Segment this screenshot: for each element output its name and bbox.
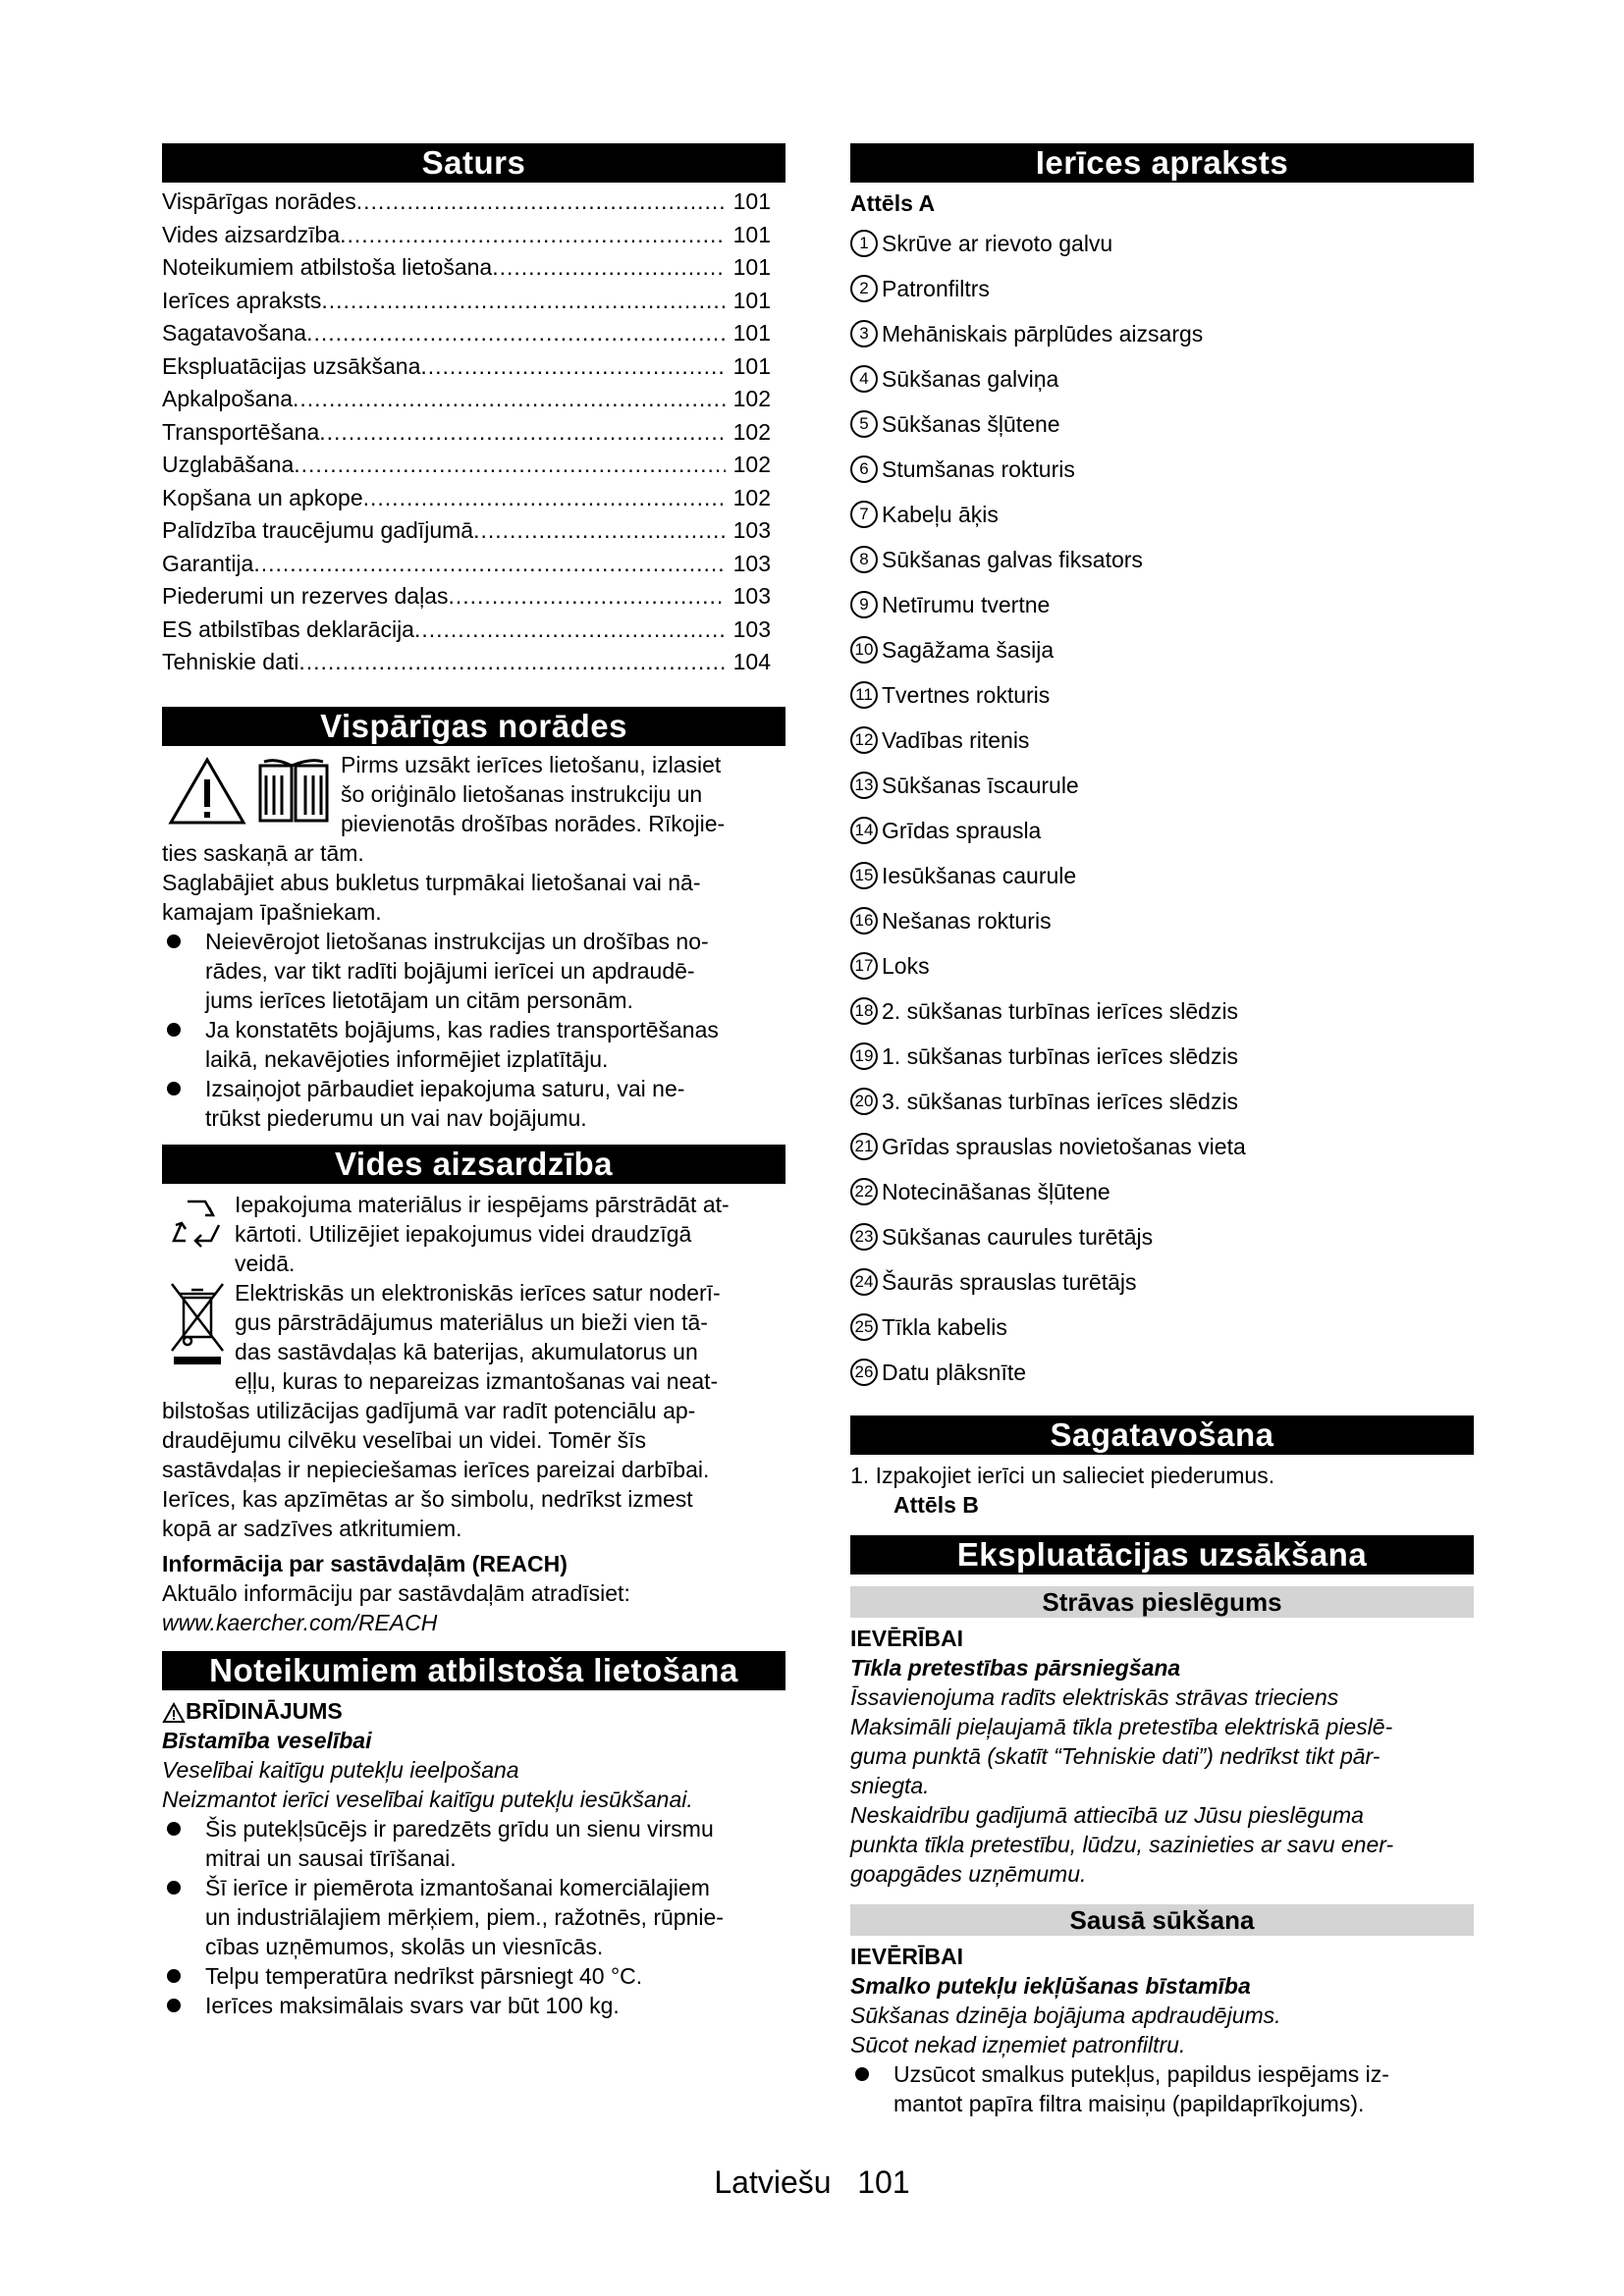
power-line: guma punktā (skatīt “Tehniskie dati”) nedrīkst tikt pār-	[850, 1743, 1380, 1769]
hazard-line: Neizmantot ierīci veselībai kaitīgu putekļu iesūkšanai.	[162, 1787, 693, 1812]
toc-entry-page: 101	[732, 320, 771, 346]
item-label: Iesūkšanas caurule	[882, 863, 1077, 888]
component-item	[850, 501, 1474, 532]
reach-url[interactable]: www.kaercher.com/REACH	[162, 1610, 438, 1635]
general-keep-line: kamajam īpašniekam.	[162, 899, 382, 925]
toc-leader-dots	[294, 450, 725, 479]
manual-book-icon	[254, 756, 333, 827]
bullet-icon	[167, 1082, 181, 1095]
item-number-badge: 25	[850, 1313, 878, 1341]
item-number-badge: 22	[850, 1178, 878, 1205]
toc-entry[interactable]	[162, 286, 771, 315]
item-label: 2. sūkšanas turbīnas ierīces slēdzis	[882, 998, 1239, 1024]
component-item	[850, 230, 1474, 261]
item-label: Vadības ritenis	[882, 727, 1030, 753]
item-label: Notecināšanas šļūtene	[882, 1179, 1110, 1204]
component-item	[850, 591, 1474, 622]
toc-entry-page: 102	[732, 418, 771, 445]
weee-line: gus pārstrādājumus materiālus un bieži vien tā-	[235, 1309, 708, 1335]
weee-line: Ierīces, kas apzīmētas ar šo simbolu, nedrīkst izmest	[162, 1486, 693, 1512]
packaging-line: Iepakojuma materiālus ir iespējams pārstrādāt at-	[235, 1192, 730, 1217]
toc-leader-dots	[306, 318, 726, 347]
item-label: Patronfiltrs	[882, 276, 990, 301]
toc-leader-dots	[298, 647, 725, 676]
dry-line: Sūcot nekad izņemiet patronfiltru.	[850, 2032, 1186, 2057]
use-bullet-line: Šī ierīce ir piemērota izmantošanai komerciālajiem	[205, 1875, 710, 1900]
item-number-badge: 21	[850, 1133, 878, 1160]
item-label: Kabeļu āķis	[882, 502, 999, 527]
general-bullet-line: jums ierīces lietotājam un citām personām.	[205, 988, 633, 1013]
component-item	[850, 772, 1474, 803]
toc-entry[interactable]	[162, 483, 771, 512]
component-item	[850, 1178, 1474, 1209]
dry-subheading: Sausā sūkšana	[850, 1904, 1474, 1936]
dry-bullet-line: Uzsūcot smalkus putekļus, papildus iespējams iz-	[893, 2061, 1389, 2087]
toc-entry[interactable]	[162, 318, 771, 347]
component-item	[850, 681, 1474, 713]
toc-leader-dots	[363, 483, 726, 512]
toc-entry-page: 103	[732, 583, 771, 609]
component-item	[850, 1359, 1474, 1390]
warning-triangle-icon	[168, 756, 246, 827]
toc-entry-label: Kopšana un apkope	[162, 484, 363, 510]
item-label: Datu plāksnīte	[882, 1360, 1027, 1385]
general-bullet-line: trūkst piederumu un vai nav bojājumu.	[205, 1105, 587, 1131]
general-heading: Vispārīgas norādes	[162, 707, 785, 746]
item-number-badge: 3	[850, 320, 878, 347]
warning-small-icon	[162, 1702, 186, 1724]
bullet-icon	[167, 1999, 181, 2012]
item-label: Loks	[882, 953, 930, 979]
item-label: Nešanas rokturis	[882, 908, 1052, 934]
reach-title: Informācija par sastāvdaļām (REACH)	[162, 1551, 568, 1576]
component-item	[850, 817, 1474, 848]
item-number-badge: 16	[850, 907, 878, 934]
item-label: Tīkla kabelis	[882, 1314, 1007, 1340]
description-heading: Ierīces apraksts	[850, 143, 1474, 183]
general-bullet-line: rādes, var tikt radīti bojājumi ierīcei un apdraudē-	[205, 958, 695, 984]
toc-entry-label: Sagatavošana	[162, 320, 307, 346]
toc-entry[interactable]	[162, 351, 771, 381]
item-label: Sūkšanas galviņa	[882, 366, 1059, 392]
power-line: Neskaidrību gadījumā attiecībā uz Jūsu pieslēguma	[850, 1802, 1364, 1828]
toc-entry-label: Apkalpošana	[162, 386, 293, 411]
general-bullet-line: Ja konstatēts bojājums, kas radies transportēšanas	[205, 1017, 719, 1042]
hazard-title: Bīstamība veselībai	[162, 1728, 372, 1753]
toc-leader-dots	[319, 417, 725, 447]
use-bullet-line: un industriālajiem mērķiem, piem., ražotnēs, rūpnie-	[205, 1904, 724, 1930]
toc-entry-page: 101	[732, 221, 771, 247]
item-label: Skrūve ar rievoto galvu	[882, 231, 1113, 256]
item-number-badge: 17	[850, 952, 878, 980]
item-number-badge: 14	[850, 817, 878, 844]
item-number-badge: 20	[850, 1088, 878, 1115]
item-label: Šaurās sprauslas turētājs	[882, 1269, 1137, 1295]
toc-entry-page: 101	[732, 287, 771, 313]
weee-line: eļļu, kuras to nepareizas izmantošanas vai neat-	[235, 1368, 719, 1394]
item-number-badge: 1	[850, 230, 878, 257]
general-intro-line: Pirms uzsākt ierīces lietošanu, izlasiet	[341, 752, 722, 777]
toc-entry-label: ES atbilstības deklarācija	[162, 615, 414, 642]
weee-line: draudējumu cilvēku veselībai un videi. Tomēr šīs	[162, 1427, 647, 1453]
general-keep-line: Saglabājiet abus bukletus turpmākai lietošanai vai nā-	[162, 870, 701, 895]
toc-entry[interactable]	[162, 647, 771, 676]
toc-leader-dots	[414, 614, 726, 644]
toc-entry[interactable]	[162, 450, 771, 479]
bullet-icon	[167, 1822, 181, 1836]
component-item	[850, 365, 1474, 397]
item-label: Grīdas sprausla	[882, 818, 1042, 843]
reach-text: Aktuālo informāciju par sastāvdaļām atradīsiet:	[162, 1580, 630, 1606]
power-line: Īssavienojuma radīts elektriskās strāvas trieciens	[850, 1684, 1339, 1710]
item-number-badge: 9	[850, 591, 878, 618]
general-intro-line: šo oriģinālo lietošanas instrukciju un	[341, 781, 703, 807]
item-number-badge: 6	[850, 455, 878, 483]
weee-line: das sastāvdaļas kā baterijas, akumulatorus un	[235, 1339, 698, 1364]
general-intro-line: pievienotās drošības norādes. Rīkojie-	[341, 811, 726, 836]
item-number-badge: 12	[850, 726, 878, 754]
bullet-icon	[167, 1023, 181, 1037]
item-label: Sūkšanas caurules turētājs	[882, 1224, 1154, 1250]
item-label: Sūkšanas īscaurule	[882, 773, 1079, 798]
item-label: Sagāžama šasija	[882, 637, 1055, 663]
item-label: Sūkšanas galvas fiksators	[882, 547, 1143, 572]
toc-entry-label: Noteikumiem atbilstoša lietošana	[162, 254, 493, 280]
preparation-heading: Sagatavošana	[850, 1415, 1474, 1455]
use-bullet-line: Šis putekļsūcējs ir paredzēts grīdu un sienu virsmu	[205, 1816, 714, 1842]
component-item	[850, 1133, 1474, 1164]
general-bullet-line: Neievērojot lietošanas instrukcijas un drošības no-	[205, 929, 709, 954]
item-label: Grīdas sprauslas novietošanas vieta	[882, 1134, 1246, 1159]
power-line: sniegta.	[850, 1773, 930, 1798]
component-item	[850, 726, 1474, 758]
startup-heading: Ekspluatācijas uzsākšana	[850, 1535, 1474, 1575]
general-bullet-line: Izsaiņojot pārbaudiet iepakojuma saturu, vai ne-	[205, 1076, 685, 1101]
bullet-icon	[167, 934, 181, 948]
toc-leader-dots	[420, 351, 725, 381]
item-number-badge: 23	[850, 1223, 878, 1251]
weee-line: Elektriskās un elektroniskās ierīces satur noderī-	[235, 1280, 721, 1306]
notice-label: IEVĒRĪBAI	[850, 1944, 964, 1969]
toc-entry-page: 101	[732, 254, 771, 280]
toc-entry-page: 103	[732, 550, 771, 576]
item-number-badge: 18	[850, 997, 878, 1025]
item-number-badge: 8	[850, 546, 878, 573]
item-number-badge: 5	[850, 410, 878, 438]
power-hazard-title: Tīkla pretestības pārsniegšana	[850, 1655, 1181, 1681]
hazard-line: Veselībai kaitīgu putekļu ieelpošana	[162, 1757, 519, 1783]
toc-entry-label: Tehniskie dati	[162, 649, 299, 674]
figure-b-label: Attēls B	[893, 1492, 979, 1518]
component-item	[850, 952, 1474, 984]
item-label: 1. sūkšanas turbīnas ierīces slēdzis	[882, 1043, 1239, 1069]
toc-entry[interactable]	[162, 417, 771, 447]
power-subheading: Strāvas pieslēgums	[850, 1586, 1474, 1618]
toc-leader-dots	[492, 252, 725, 282]
component-item	[850, 997, 1474, 1029]
toc-entry-label: Ierīces apraksts	[162, 287, 322, 313]
component-item	[850, 1042, 1474, 1074]
component-item	[850, 1313, 1474, 1345]
power-line: Maksimāli pieļaujamā tīkla pretestība elektriskā pieslē-	[850, 1714, 1393, 1739]
preparation-step: 1. Izpakojiet ierīci un salieciet piederumus.	[850, 1463, 1275, 1488]
item-label: Mehāniskais pārplūdes aizsargs	[882, 321, 1204, 347]
item-number-badge: 10	[850, 636, 878, 664]
item-number-badge: 26	[850, 1359, 878, 1386]
item-number-badge: 2	[850, 275, 878, 302]
general-bullet-line: laikā, nekavējoties informējiet izplatītāju.	[205, 1046, 609, 1072]
toc-leader-dots	[473, 515, 726, 545]
toc-entry[interactable]	[162, 549, 771, 578]
bullet-icon	[167, 1969, 181, 1983]
component-item	[850, 907, 1474, 938]
item-label: Sūkšanas šļūtene	[882, 411, 1060, 437]
notice-label: IEVĒRĪBAI	[850, 1626, 964, 1651]
bullet-icon	[855, 2067, 869, 2081]
component-item	[850, 320, 1474, 351]
component-item	[850, 862, 1474, 893]
toc-entry-label: Vides aizsardzība	[162, 221, 341, 247]
toc-leader-dots	[293, 384, 726, 413]
packaging-line: veidā.	[235, 1251, 296, 1276]
item-label: Netīrumu tvertne	[882, 592, 1051, 617]
power-line: goapgādes uzņēmumu.	[850, 1861, 1087, 1887]
item-number-badge: 13	[850, 772, 878, 799]
dry-bullet-line: mantot papīra filtra maisiņu (papildaprīkojums).	[893, 2091, 1365, 2116]
dry-hazard-title: Smalko putekļu iekļūšanas bīstamība	[850, 1973, 1251, 1999]
footer-language: Latviešu	[714, 2164, 832, 2200]
bullet-icon	[167, 1881, 181, 1895]
weee-line: kopā ar sadzīves atkritumiem.	[162, 1516, 462, 1541]
item-number-badge: 7	[850, 501, 878, 528]
toc-entry-label: Ekspluatācijas uzsākšana	[162, 352, 421, 379]
toc-entry-page: 102	[732, 484, 771, 510]
use-bullet-line: Telpu temperatūra nedrīkst pārsniegt 40 °C.	[205, 1963, 643, 1989]
recycling-icon	[166, 1194, 227, 1251]
item-number-badge: 11	[850, 681, 878, 709]
toc-entry-page: 104	[732, 649, 771, 674]
toc-leader-dots	[356, 187, 726, 216]
component-item	[850, 1268, 1474, 1300]
toc-entry-label: Uzglabāšana	[162, 452, 295, 477]
use-bullet-line: cības uzņēmumos, skolās un viesnīcās.	[205, 1934, 604, 1959]
component-item	[850, 1223, 1474, 1255]
item-label: Tvertnes rokturis	[882, 682, 1051, 708]
toc-entry-page: 102	[732, 452, 771, 477]
power-line: punkta tīkla pretestību, lūdzu, sazinieties ar savu ener-	[850, 1832, 1394, 1857]
packaging-line: kārtoti. Utilizējiet iepakojumus videi draudzīgā	[235, 1221, 692, 1247]
toc-entry-label: Vispārīgas norādes	[162, 188, 356, 214]
environment-heading: Vides aizsardzība	[162, 1145, 785, 1184]
intended-use-heading: Noteikumiem atbilstoša lietošana	[162, 1651, 785, 1690]
toc-entry-page: 102	[732, 386, 771, 411]
item-number-badge: 4	[850, 365, 878, 393]
crossed-bin-icon	[168, 1280, 227, 1368]
component-item	[850, 546, 1474, 577]
warning-label: BRĪDINĀJUMS	[186, 1698, 343, 1724]
page-footer	[0, 2164, 1624, 2201]
toc-entry[interactable]	[162, 614, 771, 644]
general-intro-line: ties saskaņā ar tām.	[162, 840, 364, 866]
figure-a-label: Attēls A	[850, 190, 936, 216]
dry-line: Sūkšanas dzinēja bojājuma apdraudējums.	[850, 2002, 1281, 2028]
toc-leader-dots	[253, 549, 725, 578]
component-item	[850, 410, 1474, 442]
toc-entry-page: 103	[732, 615, 771, 642]
use-bullet-line: mitrai un sausai tīrīšanai.	[205, 1845, 457, 1871]
item-number-badge: 24	[850, 1268, 878, 1296]
weee-line: sastāvdaļas ir nepieciešamas ierīces pareizai darbībai.	[162, 1457, 710, 1482]
toc-entry-page: 101	[732, 352, 771, 379]
component-item	[850, 636, 1474, 667]
toc-leader-dots	[321, 286, 725, 315]
component-item	[850, 1088, 1474, 1119]
toc-leader-dots	[448, 581, 725, 611]
component-item	[850, 275, 1474, 306]
item-number-badge: 19	[850, 1042, 878, 1070]
toc-entry[interactable]	[162, 187, 771, 216]
toc-entry-page: 103	[732, 517, 771, 543]
toc-leader-dots	[340, 220, 726, 249]
toc-entry-label: Palīdzība traucējumu gadījumā	[162, 517, 474, 543]
toc-entry-page: 101	[732, 188, 771, 214]
item-label: 3. sūkšanas turbīnas ierīces slēdzis	[882, 1089, 1239, 1114]
toc-entry[interactable]	[162, 252, 771, 282]
footer-page-number: 101	[857, 2164, 910, 2200]
toc-entry[interactable]	[162, 384, 771, 413]
toc-entry-label: Transportēšana	[162, 418, 320, 445]
use-bullet-line: Ierīces maksimālais svars var būt 100 kg.	[205, 1993, 620, 2018]
toc-entry[interactable]	[162, 581, 771, 611]
toc-entry[interactable]	[162, 220, 771, 249]
weee-line: bilstošas utilizācijas gadījumā var radīt potenciālu ap-	[162, 1398, 696, 1423]
component-item	[850, 455, 1474, 487]
toc-entry-label: Piederumi un rezerves daļas	[162, 583, 449, 609]
toc-entry[interactable]	[162, 515, 771, 545]
toc-entry-label: Garantija	[162, 550, 254, 576]
item-number-badge: 15	[850, 862, 878, 889]
item-label: Stumšanas rokturis	[882, 456, 1075, 482]
toc-heading: Saturs	[162, 143, 785, 183]
